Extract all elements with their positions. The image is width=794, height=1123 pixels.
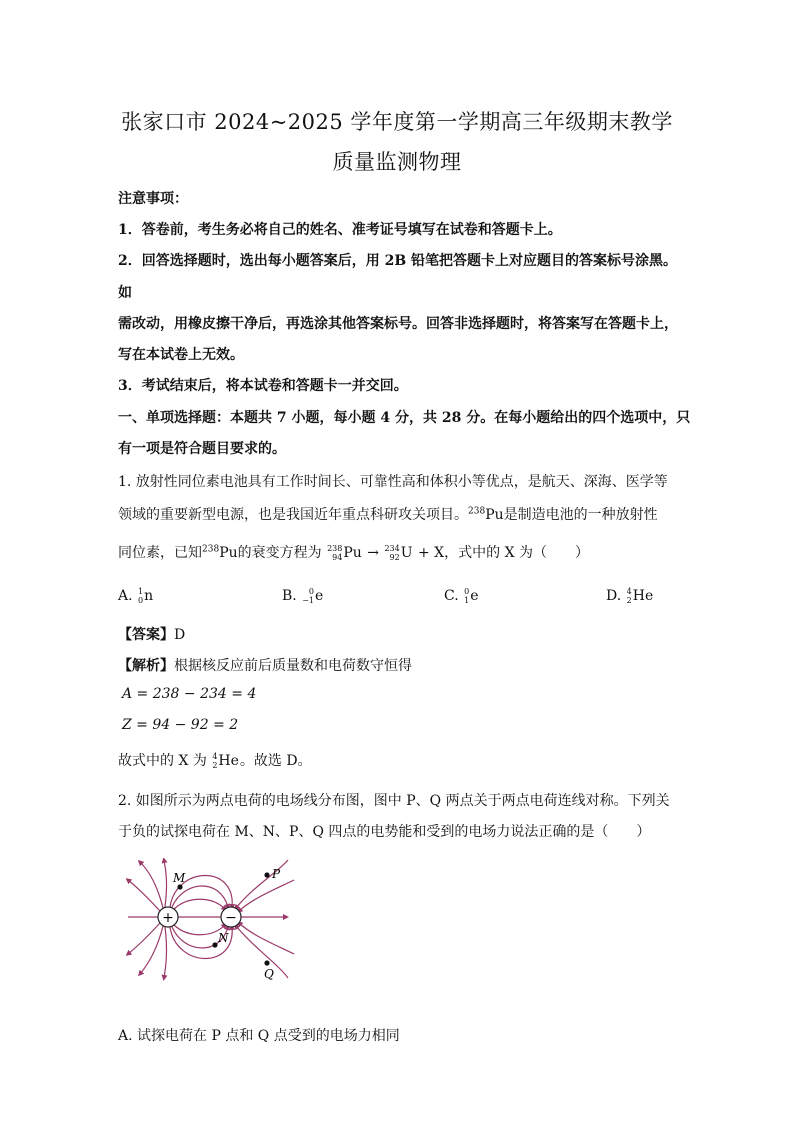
- option-mass: 0: [464, 587, 470, 596]
- notice-item-2b: 如: [118, 285, 132, 301]
- field-lines: [128, 860, 294, 978]
- negative-charge-label: −: [225, 910, 237, 926]
- point-p-dot: [264, 872, 269, 877]
- option-z: 0: [138, 596, 144, 605]
- field-line: [236, 926, 288, 978]
- option-nuclide: [627, 587, 654, 605]
- notice-item-2c: 需改动，用橡皮擦干净后，再选涂其他答案标号。回答非选择题时，将答案写在答题卡上，: [118, 316, 678, 332]
- exam-title-line2: 质量监测物理: [332, 150, 462, 174]
- parent-z: 94: [332, 553, 343, 562]
- option-nuclide: [138, 587, 153, 605]
- conclusion-nuclide: [212, 752, 239, 770]
- daughter-symbol: U: [400, 545, 413, 561]
- q1-conclusion: [118, 750, 688, 770]
- option-nuclide: [302, 587, 323, 605]
- section1-line1: 一、单项选择题：本题共 7 小题，每小题 4 分，共 28 分。在每小题给出的四个选项中，只: [118, 410, 691, 426]
- parent-mass: 238: [327, 544, 343, 553]
- q1-line2-pre: 领域的重要新型电源，也是我国近年重点科研攻关项目。: [118, 507, 468, 523]
- q1-eq-a: A = 238 − 234 = 4: [122, 686, 257, 702]
- option-z: 1: [464, 596, 470, 605]
- field-line-diagram: [118, 858, 308, 984]
- q2-line1: 2. 如图所示为两点电荷的电场线分布图，图中 P、Q 两点关于两点电荷连线对称。下列关: [118, 793, 670, 809]
- analysis-text: 根据核反应前后质量数和电荷数守恒得: [174, 658, 412, 674]
- q1-line3-post: ，式中的 X 为（ ）: [444, 545, 590, 561]
- field-line: [164, 860, 167, 907]
- answer-value: D: [174, 627, 186, 643]
- notice-item-3: 3．考试结束后，将本试卷和答题卡一并交回。: [118, 378, 408, 394]
- notice-item-2a: 2．回答选择题时，选出每小题答案后，用 2B 铅笔把答题卡上对应题目的答案标号涂黑。: [118, 253, 678, 269]
- q1-answer: [118, 624, 688, 644]
- decay-arrow: →: [367, 545, 379, 561]
- analysis-tag: 【解析】: [118, 658, 174, 674]
- option-symbol: He: [632, 588, 654, 604]
- q1-line2-sym: Pu: [485, 507, 504, 523]
- daughter-z: 92: [389, 553, 400, 562]
- point-q-label: Q: [264, 967, 274, 981]
- q1-eq-z: Z = 94 − 92 = 2: [122, 717, 239, 733]
- field-line: [174, 899, 225, 909]
- conclusion-z: 2: [212, 761, 218, 770]
- option-mass: 1: [138, 587, 144, 596]
- option-nuclide: [464, 587, 478, 605]
- point-q-dot: [264, 960, 269, 965]
- option-mass: 4: [626, 587, 632, 596]
- q1-line2: [118, 504, 688, 524]
- point-m-label: M: [173, 871, 186, 885]
- daughter-mass: 234: [384, 544, 400, 553]
- conclusion-mass: 4: [212, 752, 218, 761]
- field-line: [164, 927, 167, 978]
- option-label: B.: [282, 588, 297, 604]
- q1-line3-sym: Pu: [219, 545, 238, 561]
- notice-item-2d: 写在本试卷上无效。: [118, 347, 244, 363]
- exam-title-line1: 张家口市 2024~2025 学年度第一学期高三年级期末教学: [121, 110, 673, 134]
- notice-item-1: 1．答卷前，考生务必将自己的姓名、准考证号填写在试卷和答题卡上。: [118, 222, 562, 238]
- q1-line3-mid: 的衰变方程为: [237, 545, 322, 561]
- option-label: C.: [444, 588, 459, 604]
- q1-option-d[interactable]: [606, 587, 654, 605]
- conclusion-post: 。故选 D。: [239, 753, 312, 769]
- option-label: A.: [118, 588, 133, 604]
- option-z: 2: [626, 596, 632, 605]
- point-p-label: P: [272, 867, 281, 881]
- decay-plus-x: + X: [417, 545, 445, 561]
- q1-line2-post: 是制造电池的一种放射性: [503, 507, 658, 523]
- option-symbol: e: [470, 588, 479, 604]
- q2-option-a[interactable]: A. 试探电荷在 P 点和 Q 点受到的电场力相同: [118, 1028, 400, 1044]
- option-mass: 0: [308, 587, 314, 596]
- field-line: [236, 860, 288, 908]
- q1-line1: 1. 放射性同位素电池具有工作时间长、可靠性高和体积小等优点，是航天、深海、医学等: [118, 474, 668, 490]
- q1-line3: [118, 542, 688, 562]
- field-line: [140, 926, 163, 974]
- q2-line2: 于负的试探电荷在 M、N、P、Q 四点的电势能和受到的电场力说法正确的是（ ）: [118, 824, 651, 840]
- point-n-dot: [212, 942, 217, 947]
- point-m-dot: [177, 884, 182, 889]
- q1-option-b[interactable]: [282, 587, 324, 605]
- q1-line3-mass: 238: [202, 544, 220, 555]
- option-symbol: n: [144, 588, 154, 604]
- q1-line3-pre: 同位素，已知: [118, 545, 202, 561]
- option-label: D.: [606, 588, 622, 604]
- parent-symbol: Pu: [343, 545, 362, 561]
- option-z: −1: [302, 596, 314, 605]
- option-symbol: e: [315, 588, 324, 604]
- positive-charge-label: +: [162, 910, 174, 926]
- q1-analysis: [118, 655, 688, 675]
- notice-heading: 注意事项：: [118, 191, 188, 207]
- section1-line2: 有一项是符合题目要求的。: [118, 441, 286, 457]
- decay-parent: [327, 544, 362, 562]
- conclusion-symbol: He: [218, 753, 239, 769]
- q1-option-a[interactable]: [118, 587, 154, 605]
- answer-tag: 【答案】: [118, 627, 174, 643]
- point-n-label: N: [218, 931, 229, 945]
- q1-option-c[interactable]: [444, 587, 480, 605]
- decay-daughter: [384, 544, 412, 562]
- field-line: [140, 862, 163, 908]
- conclusion-pre: 故式中的 X 为: [118, 753, 207, 769]
- q1-line2-mass: 238: [468, 506, 486, 517]
